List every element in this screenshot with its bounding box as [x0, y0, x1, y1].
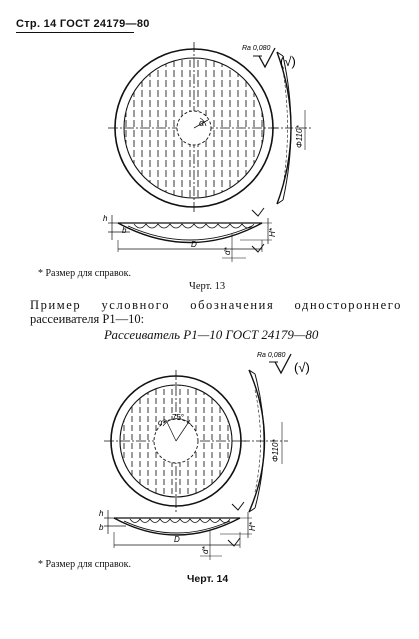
fig14-side-view — [242, 370, 288, 512]
designation-line: Рассеиватель Р1—10 ГОСТ 24179—80 — [104, 327, 319, 342]
fig13-section-view — [108, 208, 272, 262]
fig13-diameter-label: Φ110* — [295, 125, 304, 148]
footnote-figure-13: * Размер для справок. — [38, 268, 131, 279]
footnote-figure-14: * Размер для справок. — [38, 559, 131, 570]
fig14-roughness-note: (√) — [294, 360, 310, 375]
caption-figure-13: Черт. 13 — [189, 281, 226, 292]
fig13-dim-d: d* — [223, 247, 232, 255]
caption-figure-14: Черт. 14 — [187, 573, 229, 585]
fig14-dim-d: d* — [201, 546, 210, 554]
fig14-angle-value: 75° — [172, 413, 185, 422]
example-line-1: Пример условного обозначения одностороннего — [30, 298, 402, 312]
fig13-dim-D: D — [191, 240, 197, 249]
fig13-dim-H: H* — [268, 228, 277, 237]
fig14-dim-H: H* — [248, 522, 257, 531]
fig13-dim-b: b — [122, 226, 127, 235]
fig14-roughness-value: Ra 0,080 — [257, 352, 286, 359]
fig13-roughness-note: (√) — [280, 54, 296, 69]
fig14-section-view — [104, 502, 252, 560]
example-line-2: рассеивателя Р1—10: — [30, 312, 145, 326]
fig14-angle-alpha: α° — [158, 418, 166, 427]
fig14-dim-D: D — [174, 535, 180, 544]
fig13-center-circle — [177, 111, 211, 145]
fig13-roughness-value: Ra 0,080 — [242, 45, 271, 52]
designation-example — [30, 298, 402, 326]
fig14-dim-h: h — [99, 509, 104, 518]
figure-13-drawing — [0, 0, 419, 270]
fig13-dim-h: h — [103, 214, 108, 223]
figure-14-drawing — [0, 340, 419, 570]
fig13-side-view — [271, 52, 312, 204]
page-header: Стр. 14 ГОСТ 24179—80 — [16, 18, 134, 33]
fig14-dim-b: b — [99, 523, 104, 532]
fig14-diameter-label: Φ110* — [271, 439, 280, 462]
fig13-angle-label: α — [199, 118, 205, 128]
